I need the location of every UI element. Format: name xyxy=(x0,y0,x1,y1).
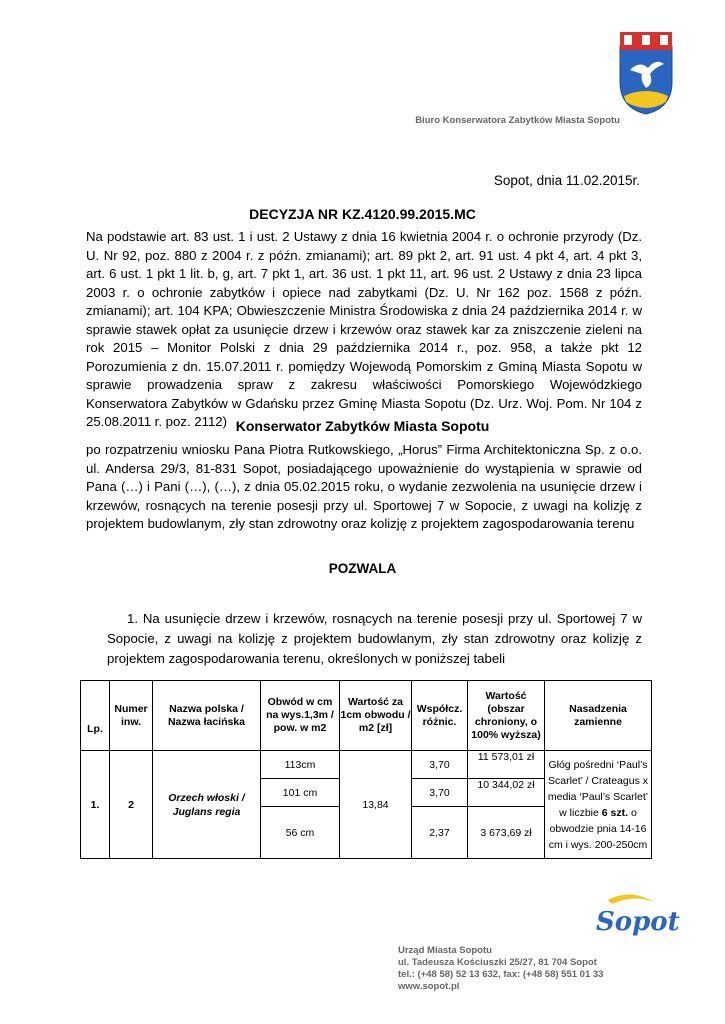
cell-replacement-planting xyxy=(545,751,652,859)
cell-circumference-2: 101 cm xyxy=(261,779,340,807)
footer-line-4: www.sopot.pl xyxy=(398,981,460,992)
planting-size: o obwodzie pnia 14-16 cm i wys. 200-250cm xyxy=(548,806,648,851)
cell-rate: 13,84 xyxy=(340,751,412,859)
header-number: Numer inw. xyxy=(110,681,153,751)
cell-tree-name: Orzech włoski / Juglans regia xyxy=(153,751,261,859)
footer-line-3: tel.: (+48 58) 52 13 632, fax: (+48 58) 551 01 33 xyxy=(398,969,604,980)
header-value-per-cm: Wartość za 1cm obwodu / m2 [zł] xyxy=(340,681,412,751)
footer-address xyxy=(398,945,603,993)
decision-title: DECYZJA NR KZ.4120.99.2015.MC xyxy=(249,206,476,222)
cell-coefficient-1: 3,70 xyxy=(412,751,468,779)
planting-count: 6 szt. xyxy=(601,806,629,819)
sopot-logo-text: Sopot xyxy=(596,907,680,937)
header-circumference: Obwód w cm na wys.1,3m / pow. w m2 xyxy=(261,681,340,751)
planting-species: Głóg pośredni ‘Paul’s Scarlet’ / Crateagus x media ‘Paul’s Scarlet’ w liczbie xyxy=(547,758,649,819)
allows-heading: POZWALA xyxy=(328,561,397,576)
cell-coefficient-2: 3,70 xyxy=(412,779,468,807)
header-name: Nazwa polska / Nazwa łacińska xyxy=(153,681,261,751)
cell-fee-3: 3 673,69 zł xyxy=(468,807,545,859)
consideration-paragraph: po rozpatrzeniu wniosku Pana Piotra Rutkowskiego, „Horus” Firma Architektoniczna Sp. z o.o. ul. Andersa 29/3, 81-831 Sopot, posiadającego upoważnienie do wystąpienia w sprawie od Pana (…) i Pani (…), (…), z dnia 05.02.2015 roku, o wydanie zezwolenia na usunięcie drzew i krzewów, rosnących na terenie posesji przy ul. Sportowej 7 w Sopocie, z uwagi na kolizję z projektem budowlanym, zły stan zdrowotny oraz kolizję z projektem zagospodarowania terenu xyxy=(86,442,642,531)
legal-basis-paragraph: Na podstawie art. 83 ust. 1 i ust. 2 Ustawy z dnia 16 kwietnia 2004 r. o ochronie przyrody (Dz. U. Nr 92, poz. 880 z 2004 r. z późn. zmianami); art. 89 pkt 2, art. 91 ust. 4 pkt 4, art. 4 pkt 3, art. 6 ust. 1 pkt 1 lit. b, g, art. 7 pkt 1, art. 36 ust. 1 pkt 11, art. 96 ust. 2 Ustawy z dnia 23 lipca 2003 r. o ochronie zabytków i opiece nad zabytkami (Dz. U. Nr 162 poz. 1568 z późn. zmianami); art. 104 KPA; Obwieszczenie Ministra Środowiska z dnia 24 października 2014 r. w sprawie stawek opłat za usunięcie drzew i krzewów oraz stawek kar za zniszczenie zieleni na rok 2015 – Monitor Polski z dnia 29 października 2014 r., poz. 958, a także pkt 12 Porozumienia z dn. 15.07.2011 r. pomiędzy Wojewodą Pomorskim z Gminą Miasta Sopotu w sprawie prowadzenia spraw z zakresu właściwości Pomorskiego Wojewódzkiego Konserwatora Zabytków w Gdańsku przez Gminę Miasta Sopotu (Dz. Urz. Woj. Pom. Nr 104 z 25.08.2011 r. poz. 2112) xyxy=(86,229,642,429)
cell-fee-2: 10 344,02 zł xyxy=(468,779,545,807)
cell-coefficient-3: 2,37 xyxy=(412,807,468,859)
header-coefficient: Współcz. różnic. xyxy=(412,681,468,751)
sopot-coat-of-arms-icon xyxy=(618,30,674,116)
cell-lp: 1. xyxy=(81,751,110,859)
cell-fee-1: 11 573,01 zł xyxy=(468,751,545,779)
header-office-name: Biuro Konserwatora Zabytków Miasta Sopotu xyxy=(415,115,620,126)
footer-line-2: ul. Tadeusza Kościuszki 25/27, 81 704 Sopot xyxy=(398,957,597,968)
cell-circumference-1: 113cm xyxy=(261,751,340,779)
table-header-row xyxy=(81,681,652,751)
footer-line-1: Urząd Miasta Sopotu xyxy=(398,945,492,956)
place-date: Sopot, dnia 11.02.2015r. xyxy=(493,173,640,188)
cell-number: 2 xyxy=(110,751,153,859)
item-1-text: 1. Na usunięcie drzew i krzewów, rosnących na terenie posesji przy ul. Sportowej 7 w Sopocie, z uwagi na kolizję z projektem budowlanym, zły stan zdrowotny oraz kolizję z projektem zagospodarowania terenu, określonych w poniższej tabeli xyxy=(107,611,642,666)
trees-table xyxy=(80,680,652,859)
cell-circumference-3: 56 cm xyxy=(261,807,340,859)
table-row xyxy=(81,751,652,779)
header-lp: Lp. xyxy=(81,681,110,751)
header-replacement-planting: Nasadzenia zamienne xyxy=(545,681,652,751)
header-fee: Wartość (obszar chroniony, o 100% wyższa) xyxy=(468,681,545,751)
authority-heading: Konserwator Zabytków Miasta Sopotu xyxy=(235,418,490,434)
sopot-logo-icon xyxy=(594,890,680,945)
